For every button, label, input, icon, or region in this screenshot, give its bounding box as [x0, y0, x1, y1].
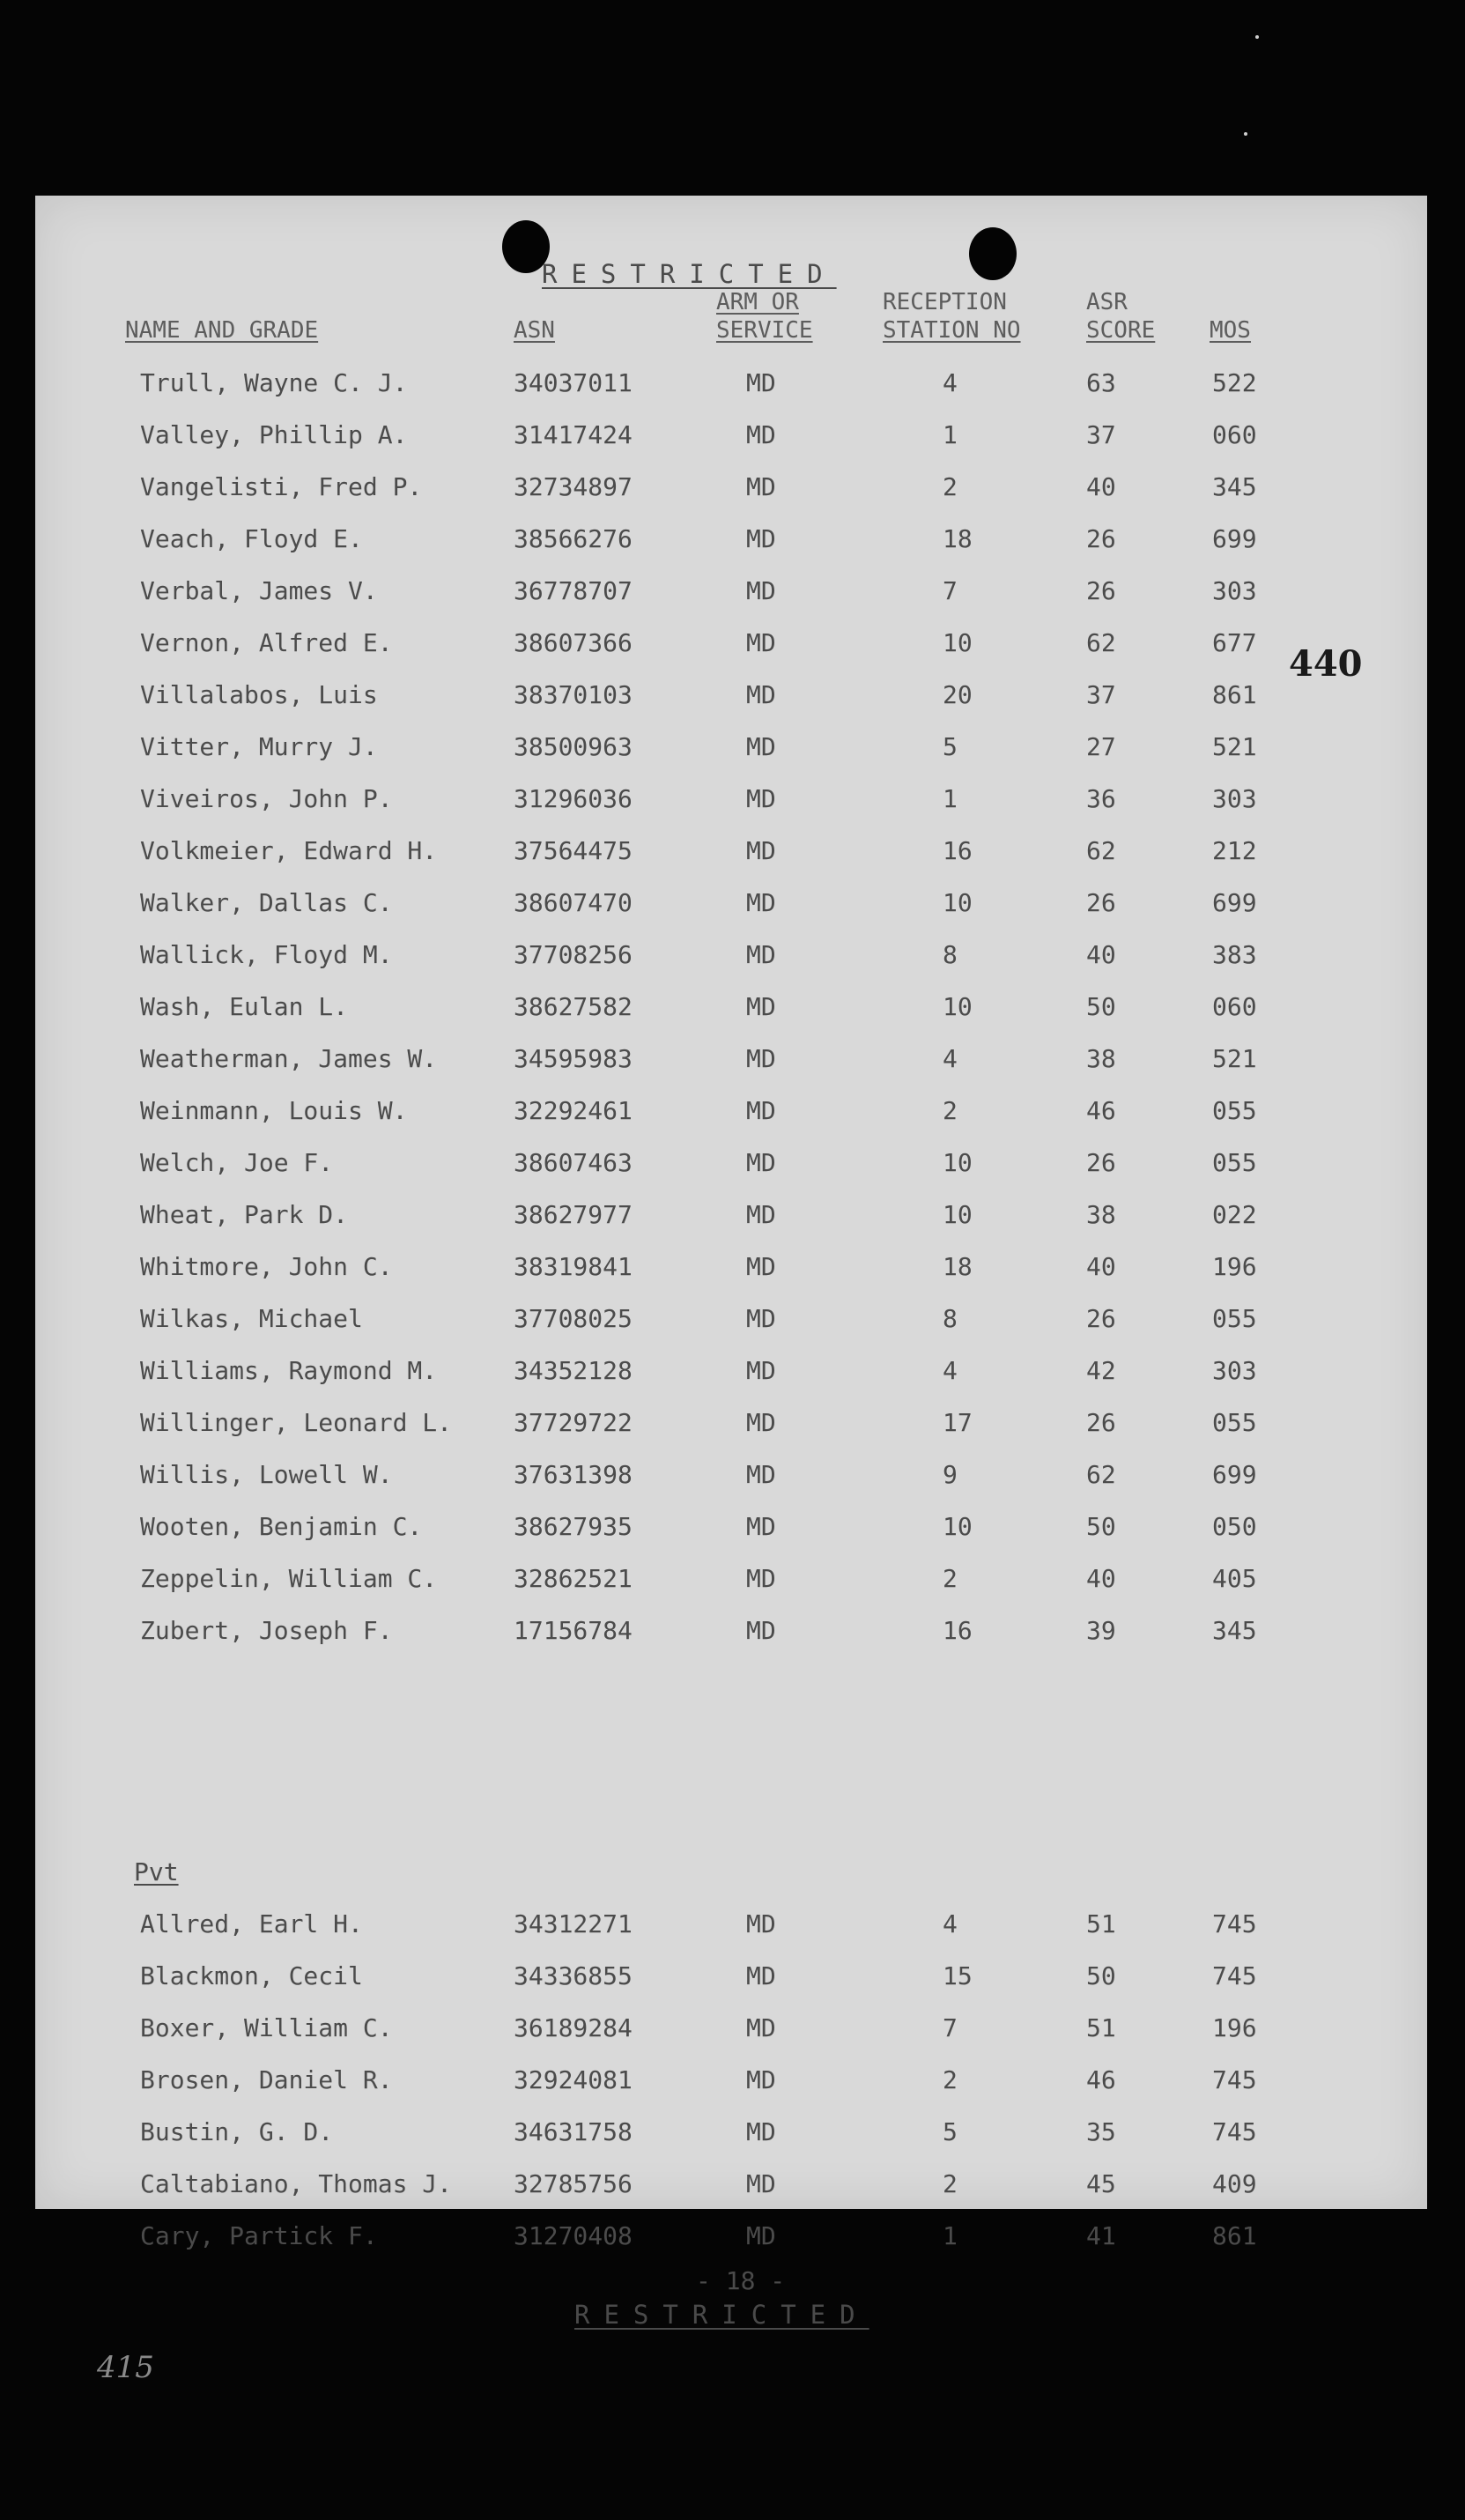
cell-rec: 10: [943, 992, 973, 1021]
cell-arm: MD: [746, 888, 776, 917]
col-header-asr-2: SCORE: [1086, 317, 1156, 344]
cell-asr: 38: [1086, 1200, 1116, 1229]
cell-rec: 4: [943, 1356, 958, 1385]
table-row: [35, 888, 1427, 923]
cell-mos: 745: [1212, 2065, 1257, 2094]
table-row: [35, 1408, 1427, 1443]
cell-asn: 32862521: [514, 1564, 633, 1593]
table-row: [35, 2013, 1427, 2049]
cell-asn: 34312271: [514, 1909, 633, 1938]
cell-name: Vangelisti, Fred P.: [140, 472, 423, 501]
cell-name: Brosen, Daniel R.: [140, 2065, 393, 2094]
col-header-arm-1: ARM OR: [716, 289, 799, 315]
table-row: [35, 576, 1427, 611]
cell-asr: 39: [1086, 1616, 1116, 1645]
cell-arm: MD: [746, 992, 776, 1021]
cell-mos: 405: [1212, 1564, 1257, 1593]
cell-arm: MD: [746, 1096, 776, 1125]
cell-arm: MD: [746, 2221, 776, 2250]
cell-arm: MD: [746, 1564, 776, 1593]
cell-asn: 38607463: [514, 1148, 633, 1177]
cell-asn: 31417424: [514, 420, 633, 449]
table-row: [35, 2169, 1427, 2205]
cell-arm: MD: [746, 2117, 776, 2146]
cell-asr: 50: [1086, 992, 1116, 1021]
table-row: [35, 1200, 1427, 1235]
cell-asr: 40: [1086, 1564, 1116, 1593]
cell-name: Valley, Phillip A.: [140, 420, 408, 449]
cell-rec: 8: [943, 1304, 958, 1333]
cell-rec: 4: [943, 1044, 958, 1073]
cell-rec: 1: [943, 420, 958, 449]
restricted-header: RESTRICTED: [542, 259, 837, 289]
cell-arm: MD: [746, 1408, 776, 1437]
cell-name: Cary, Partick F.: [140, 2221, 378, 2250]
cell-arm: MD: [746, 576, 776, 605]
cell-asr: 51: [1086, 2013, 1116, 2042]
cell-arm: MD: [746, 1304, 776, 1333]
cell-mos: 699: [1212, 524, 1257, 553]
cell-rec: 1: [943, 784, 958, 813]
cell-asn: 31296036: [514, 784, 633, 813]
table-row: [35, 940, 1427, 975]
cell-rec: 18: [943, 1252, 973, 1281]
cell-asn: 34352128: [514, 1356, 633, 1385]
cell-asr: 45: [1086, 2169, 1116, 2198]
cell-asn: 38627582: [514, 992, 633, 1021]
cell-mos: 699: [1212, 888, 1257, 917]
table-row: [35, 1044, 1427, 1079]
cell-asn: 37708256: [514, 940, 633, 969]
cell-asr: 40: [1086, 1252, 1116, 1281]
cell-rec: 2: [943, 2065, 958, 2094]
cell-mos: 861: [1212, 680, 1257, 709]
cell-mos: 196: [1212, 1252, 1257, 1281]
cell-arm: MD: [746, 1148, 776, 1177]
cell-mos: 409: [1212, 2169, 1257, 2198]
cell-asr: 50: [1086, 1961, 1116, 1990]
cell-name: Wash, Eulan L.: [140, 992, 349, 1021]
cell-name: Veach, Floyd E.: [140, 524, 363, 553]
cell-asn: 17156784: [514, 1616, 633, 1645]
cell-mos: 050: [1212, 1512, 1257, 1541]
cell-asr: 63: [1086, 368, 1116, 397]
cell-asn: 38370103: [514, 680, 633, 709]
cell-rec: 5: [943, 732, 958, 761]
cell-asr: 42: [1086, 1356, 1116, 1385]
cell-arm: MD: [746, 2169, 776, 2198]
cell-asr: 40: [1086, 940, 1116, 969]
cell-rec: 10: [943, 628, 973, 657]
cell-mos: 055: [1212, 1304, 1257, 1333]
cell-asn: 32292461: [514, 1096, 633, 1125]
cell-asr: 41: [1086, 2221, 1116, 2250]
cell-asr: 26: [1086, 1408, 1116, 1437]
cell-asn: 34037011: [514, 368, 633, 397]
cell-name: Wilkas, Michael: [140, 1304, 363, 1333]
table-row: [35, 368, 1427, 404]
table-row: [35, 1512, 1427, 1547]
cell-asr: 51: [1086, 1909, 1116, 1938]
col-header-asr-1: ASR: [1086, 289, 1128, 315]
punch-hole-right: [969, 227, 1017, 280]
cell-mos: 383: [1212, 940, 1257, 969]
cell-arm: MD: [746, 1252, 776, 1281]
cell-mos: 861: [1212, 2221, 1257, 2250]
table-row: [35, 472, 1427, 508]
cell-rec: 2: [943, 1096, 958, 1125]
cell-arm: MD: [746, 784, 776, 813]
table-row: [35, 836, 1427, 871]
cell-mos: 522: [1212, 368, 1257, 397]
col-header-rec-1: RECEPTION: [883, 289, 1007, 315]
cell-arm: MD: [746, 2013, 776, 2042]
cell-asn: 34631758: [514, 2117, 633, 2146]
table-row: [35, 1304, 1427, 1339]
cell-asr: 62: [1086, 1460, 1116, 1489]
table-row: [35, 1564, 1427, 1599]
cell-arm: MD: [746, 1460, 776, 1489]
page-number: - 18 -: [696, 2266, 786, 2295]
cell-name: Willinger, Leonard L.: [140, 1408, 453, 1437]
table-row: [35, 1961, 1427, 1997]
cell-rec: 10: [943, 1200, 973, 1229]
cell-arm: MD: [746, 1961, 776, 1990]
cell-asr: 38: [1086, 1044, 1116, 1073]
cell-rec: 8: [943, 940, 958, 969]
cell-rec: 7: [943, 2013, 958, 2042]
cell-asr: 46: [1086, 2065, 1116, 2094]
cell-name: Williams, Raymond M.: [140, 1356, 438, 1385]
cell-name: Whitmore, John C.: [140, 1252, 393, 1281]
cell-asr: 35: [1086, 2117, 1116, 2146]
cell-asr: 37: [1086, 680, 1116, 709]
cell-name: Caltabiano, Thomas J.: [140, 2169, 453, 2198]
cell-mos: 345: [1212, 472, 1257, 501]
cell-name: Villalabos, Luis: [140, 680, 378, 709]
cell-name: Allred, Earl H.: [140, 1909, 363, 1938]
cell-asr: 26: [1086, 524, 1116, 553]
cell-name: Zeppelin, William C.: [140, 1564, 438, 1593]
table-row: [35, 1096, 1427, 1131]
cell-asn: 37708025: [514, 1304, 633, 1333]
cell-arm: MD: [746, 680, 776, 709]
cell-name: Welch, Joe F.: [140, 1148, 334, 1177]
cell-mos: 055: [1212, 1096, 1257, 1125]
cell-arm: MD: [746, 1616, 776, 1645]
cell-asn: 32734897: [514, 472, 633, 501]
cell-name: Wheat, Park D.: [140, 1200, 349, 1229]
cell-name: Weinmann, Louis W.: [140, 1096, 408, 1125]
cell-rec: 17: [943, 1408, 973, 1437]
cell-rec: 2: [943, 1564, 958, 1593]
cell-rec: 4: [943, 368, 958, 397]
cell-asn: 37729722: [514, 1408, 633, 1437]
cell-asr: 46: [1086, 1096, 1116, 1125]
cell-name: Vitter, Murry J.: [140, 732, 378, 761]
cell-name: Viveiros, John P.: [140, 784, 393, 813]
table-row: [35, 2117, 1427, 2153]
table-row: [35, 2221, 1427, 2257]
cell-asr: 26: [1086, 888, 1116, 917]
cell-asn: 32785756: [514, 2169, 633, 2198]
cell-name: Blackmon, Cecil: [140, 1961, 363, 1990]
cell-name: Vernon, Alfred E.: [140, 628, 393, 657]
cell-arm: MD: [746, 2065, 776, 2094]
cell-name: Zubert, Joseph F.: [140, 1616, 393, 1645]
cell-rec: 18: [943, 524, 973, 553]
table-row: [35, 992, 1427, 1027]
cell-asr: 50: [1086, 1512, 1116, 1541]
cell-name: Bustin, G. D.: [140, 2117, 334, 2146]
table-row: [35, 784, 1427, 819]
cell-name: Wallick, Floyd M.: [140, 940, 393, 969]
cell-asr: 37: [1086, 420, 1116, 449]
cell-mos: 060: [1212, 992, 1257, 1021]
cell-mos: 055: [1212, 1408, 1257, 1437]
cell-mos: 212: [1212, 836, 1257, 865]
cell-rec: 10: [943, 888, 973, 917]
cell-mos: 699: [1212, 1460, 1257, 1489]
cell-mos: 055: [1212, 1148, 1257, 1177]
cell-mos: 060: [1212, 420, 1257, 449]
cell-arm: MD: [746, 732, 776, 761]
col-header-asn: ASN: [514, 317, 555, 344]
cell-arm: MD: [746, 1512, 776, 1541]
document-page: [35, 196, 1427, 2385]
table-row: [35, 1909, 1427, 1945]
stamp-number: 440: [1289, 643, 1363, 685]
cell-rec: 4: [943, 1909, 958, 1938]
cell-asn: 38627977: [514, 1200, 633, 1229]
cell-name: Wooten, Benjamin C.: [140, 1512, 423, 1541]
cell-asr: 40: [1086, 472, 1116, 501]
cell-rec: 7: [943, 576, 958, 605]
cell-asr: 36: [1086, 784, 1116, 813]
cell-asn: 37564475: [514, 836, 633, 865]
table-row: [35, 732, 1427, 767]
cell-arm: MD: [746, 420, 776, 449]
cell-asn: 38500963: [514, 732, 633, 761]
table-row: [35, 420, 1427, 456]
cell-rec: 2: [943, 2169, 958, 2198]
cell-mos: 745: [1212, 1909, 1257, 1938]
cell-asr: 26: [1086, 1304, 1116, 1333]
cell-rec: 1: [943, 2221, 958, 2250]
cell-mos: 521: [1212, 1044, 1257, 1073]
cell-asn: 34595983: [514, 1044, 633, 1073]
table-row: [35, 1460, 1427, 1495]
table-row: [35, 524, 1427, 560]
cell-asr: 62: [1086, 628, 1116, 657]
cell-arm: MD: [746, 1909, 776, 1938]
cell-asn: 34336855: [514, 1961, 633, 1990]
restricted-footer: RESTRICTED: [574, 2300, 869, 2330]
cell-mos: 196: [1212, 2013, 1257, 2042]
table-row: [35, 1148, 1427, 1183]
cell-name: Weatherman, James W.: [140, 1044, 438, 1073]
speck: [1255, 35, 1259, 39]
cell-mos: 745: [1212, 1961, 1257, 1990]
cell-rec: 10: [943, 1512, 973, 1541]
cell-mos: 303: [1212, 784, 1257, 813]
table-row: [35, 628, 1427, 663]
col-header-name: NAME AND GRADE: [125, 317, 319, 344]
cell-arm: MD: [746, 472, 776, 501]
cell-rec: 10: [943, 1148, 973, 1177]
cell-name: Trull, Wayne C. J.: [140, 368, 408, 397]
cell-arm: MD: [746, 628, 776, 657]
speck: [1244, 132, 1247, 136]
cell-arm: MD: [746, 368, 776, 397]
cell-asn: 36189284: [514, 2013, 633, 2042]
cell-mos: 303: [1212, 576, 1257, 605]
cell-mos: 345: [1212, 1616, 1257, 1645]
cell-rec: 16: [943, 836, 973, 865]
cell-rec: 15: [943, 1961, 973, 1990]
col-header-arm-2: SERVICE: [716, 317, 813, 344]
table-row: [35, 680, 1427, 715]
cell-asr: 26: [1086, 1148, 1116, 1177]
cell-mos: 745: [1212, 2117, 1257, 2146]
col-header-rec-2: STATION NO: [883, 317, 1021, 344]
cell-asr: 27: [1086, 732, 1116, 761]
cell-rec: 5: [943, 2117, 958, 2146]
cell-asn: 38319841: [514, 1252, 633, 1281]
cell-asn: 36778707: [514, 576, 633, 605]
cell-arm: MD: [746, 524, 776, 553]
pencil-note: 415: [97, 2350, 154, 2385]
cell-arm: MD: [746, 940, 776, 969]
cell-name: Volkmeier, Edward H.: [140, 836, 438, 865]
cell-asn: 38607470: [514, 888, 633, 917]
cell-asn: 31270408: [514, 2221, 633, 2250]
table-row: [35, 1356, 1427, 1391]
cell-asn: 37631398: [514, 1460, 633, 1489]
cell-asn: 38607366: [514, 628, 633, 657]
cell-arm: MD: [746, 1356, 776, 1385]
cell-asr: 62: [1086, 836, 1116, 865]
cell-asn: 38627935: [514, 1512, 633, 1541]
cell-rec: 9: [943, 1460, 958, 1489]
cell-asr: 26: [1086, 576, 1116, 605]
cell-mos: 677: [1212, 628, 1257, 657]
cell-mos: 521: [1212, 732, 1257, 761]
table-row: [35, 2065, 1427, 2101]
table-row: [35, 1616, 1427, 1651]
col-header-mos: MOS: [1210, 317, 1251, 344]
cell-name: Willis, Lowell W.: [140, 1460, 393, 1489]
table-row: [35, 1252, 1427, 1287]
cell-asn: 32924081: [514, 2065, 633, 2094]
cell-rec: 20: [943, 680, 973, 709]
cell-mos: 303: [1212, 1356, 1257, 1385]
cell-mos: 022: [1212, 1200, 1257, 1229]
cell-rec: 2: [943, 472, 958, 501]
cell-name: Verbal, James V.: [140, 576, 378, 605]
cell-name: Walker, Dallas C.: [140, 888, 393, 917]
cell-arm: MD: [746, 1044, 776, 1073]
cell-rec: 16: [943, 1616, 973, 1645]
cell-arm: MD: [746, 1200, 776, 1229]
grade-label: Pvt: [134, 1857, 179, 1886]
cell-arm: MD: [746, 836, 776, 865]
cell-name: Boxer, William C.: [140, 2013, 393, 2042]
cell-asn: 38566276: [514, 524, 633, 553]
